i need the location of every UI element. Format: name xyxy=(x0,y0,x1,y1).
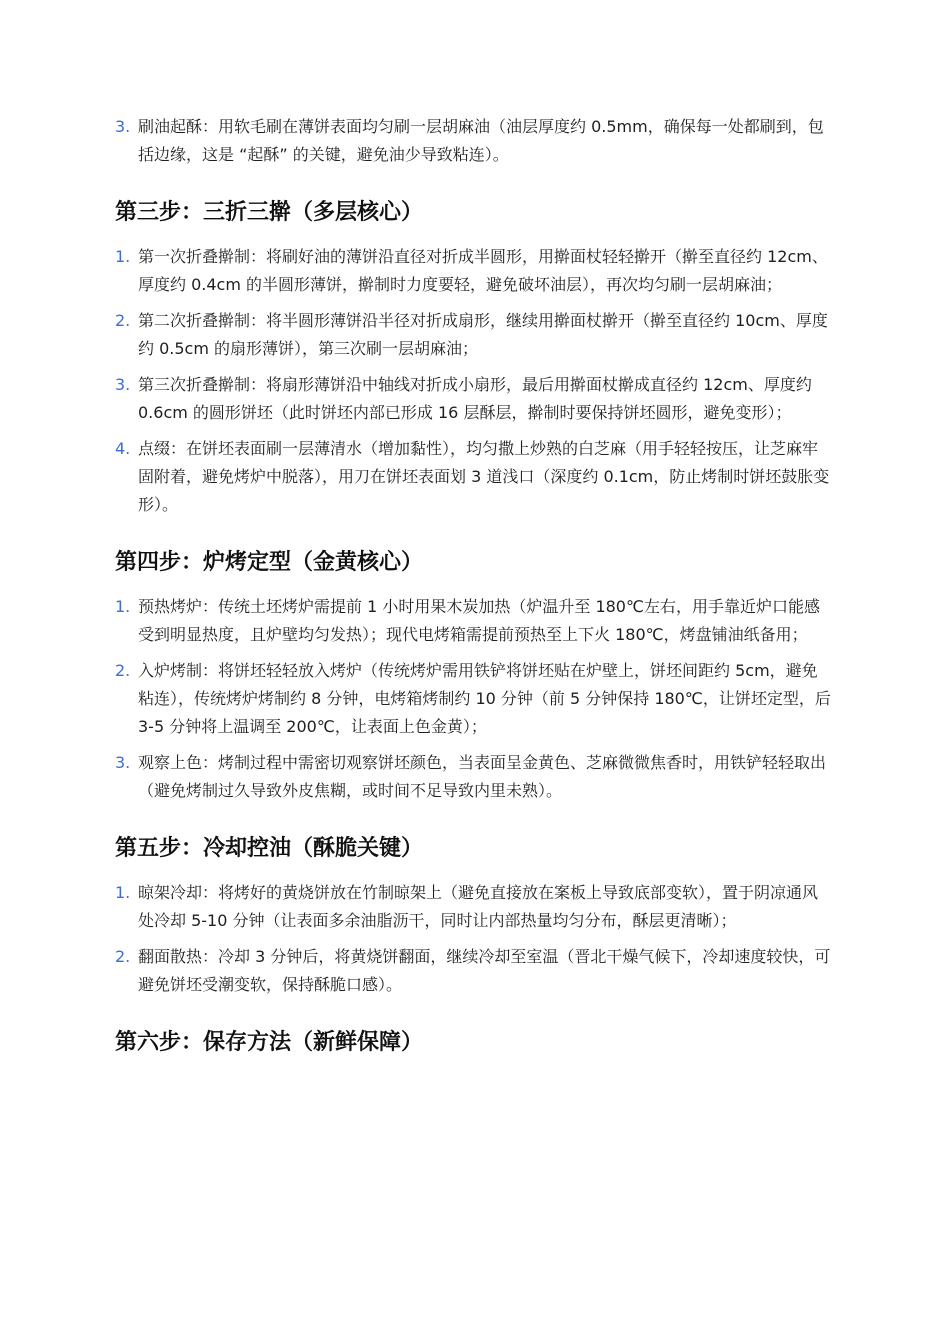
section-heading-step4: 第四步：炉烤定型（金黄核心） xyxy=(115,550,424,575)
list-number: 4. xyxy=(115,439,131,458)
list-text: 翻面散热：冷却 3 分钟后，将黄烧饼翻面，继续冷却至室温（晋北干燥气候下，冷却速度较快，可避免饼坯受潮变软，保持酥脆口感）。 xyxy=(138,947,831,994)
list-item xyxy=(115,307,833,363)
document-content xyxy=(115,113,833,1059)
list-text: 观察上色：烤制过程中需密切观察饼坯颜色，当表面呈金黄色、芝麻微微焦香时，用铁铲轻轻取出（避免烤制过久导致外皮焦糊，或时间不足导致内里未熟）。 xyxy=(138,753,827,800)
list-item xyxy=(115,371,833,427)
list-number: 3. xyxy=(115,117,131,136)
list-item xyxy=(115,435,833,519)
list-text: 点缀：在饼坯表面刷一层薄清水（增加黏性），均匀撒上炒熟的白芝麻（用手轻轻按压，让芝麻牢固附着，避免烤炉中脱落），用刀在饼坯表面划 3 道浅口（深度约 0.1cm，防止烤制时饼坯鼓胀变形）。 xyxy=(138,439,830,514)
step3-list xyxy=(115,243,833,519)
list-number: 3. xyxy=(115,753,131,772)
section-heading-step3: 第三步：三折三擀（多层核心） xyxy=(115,200,424,225)
step5-list xyxy=(115,879,833,999)
list-number: 3. xyxy=(115,375,131,394)
list-text: 第三次折叠擀制：将扇形薄饼沿中轴线对折成小扇形，最后用擀面杖擀成直径约 12cm、厚度约 0.6cm 的圆形饼坯（此时饼坯内部已形成 16 层酥层，擀制时要保持饼坯圆形，避免变形）； xyxy=(138,375,812,422)
list-text: 入炉烤制：将饼坯轻轻放入烤炉（传统烤炉需用铁铲将饼坯贴在炉壁上，饼坯间距约 5cm，避免粘连），传统烤炉烤制约 8 分钟，电烤箱烤制约 10 分钟（前 5 分钟保持 180℃，让饼坯定型，后 3-5 分钟将上温调至 200℃，让表面上色金黄）； xyxy=(138,661,831,736)
list-item xyxy=(115,943,833,999)
list-item xyxy=(115,657,833,741)
list-text: 晾架冷却：将烤好的黄烧饼放在竹制晾架上（避免直接放在案板上导致底部变软），置于阴凉通风处冷却 5-10 分钟（让表面多余油脂沥干，同时让内部热量均匀分布，酥层更清晰）； xyxy=(138,883,819,930)
list-item xyxy=(115,243,833,299)
list-number: 1. xyxy=(115,597,131,616)
section-heading-step6: 第六步：保存方法（新鲜保障） xyxy=(115,1030,424,1055)
list-item xyxy=(115,749,833,805)
section-heading-step5: 第五步：冷却控油（酥脆关键） xyxy=(115,836,424,861)
list-number: 2. xyxy=(115,947,131,966)
list-number: 2. xyxy=(115,661,131,680)
list-text: 第一次折叠擀制：将刷好油的薄饼沿直径对折成半圆形，用擀面杖轻轻擀开（擀至直径约 12cm、厚度约 0.4cm 的半圆形薄饼，擀制时力度要轻，避免破坏油层），再次均匀刷一层胡麻油； xyxy=(138,247,828,294)
step4-list xyxy=(115,593,833,805)
list-item xyxy=(115,593,833,649)
list-number: 1. xyxy=(115,247,131,266)
list-number: 1. xyxy=(115,883,131,902)
list-item xyxy=(115,879,833,935)
intro-list xyxy=(115,113,833,169)
list-text: 预热烤炉：传统土坯烤炉需提前 1 小时用果木炭加热（炉温升至 180℃左右，用手靠近炉口能感受到明显热度，且炉壁均匀发热）；现代电烤箱需提前预热至上下火 180℃，烤盘铺油纸备用； xyxy=(138,597,820,644)
list-number: 2. xyxy=(115,311,131,330)
list-text: 第二次折叠擀制：将半圆形薄饼沿半径对折成扇形，继续用擀面杖擀开（擀至直径约 10cm、厚度约 0.5cm 的扇形薄饼），第三次刷一层胡麻油； xyxy=(138,311,828,358)
list-text: 刷油起酥：用软毛刷在薄饼表面均匀刷一层胡麻油（油层厚度约 0.5mm，确保每一处都刷到，包括边缘，这是 “起酥” 的关键，避免油少导致粘连）。 xyxy=(138,117,824,164)
list-item xyxy=(115,113,833,169)
